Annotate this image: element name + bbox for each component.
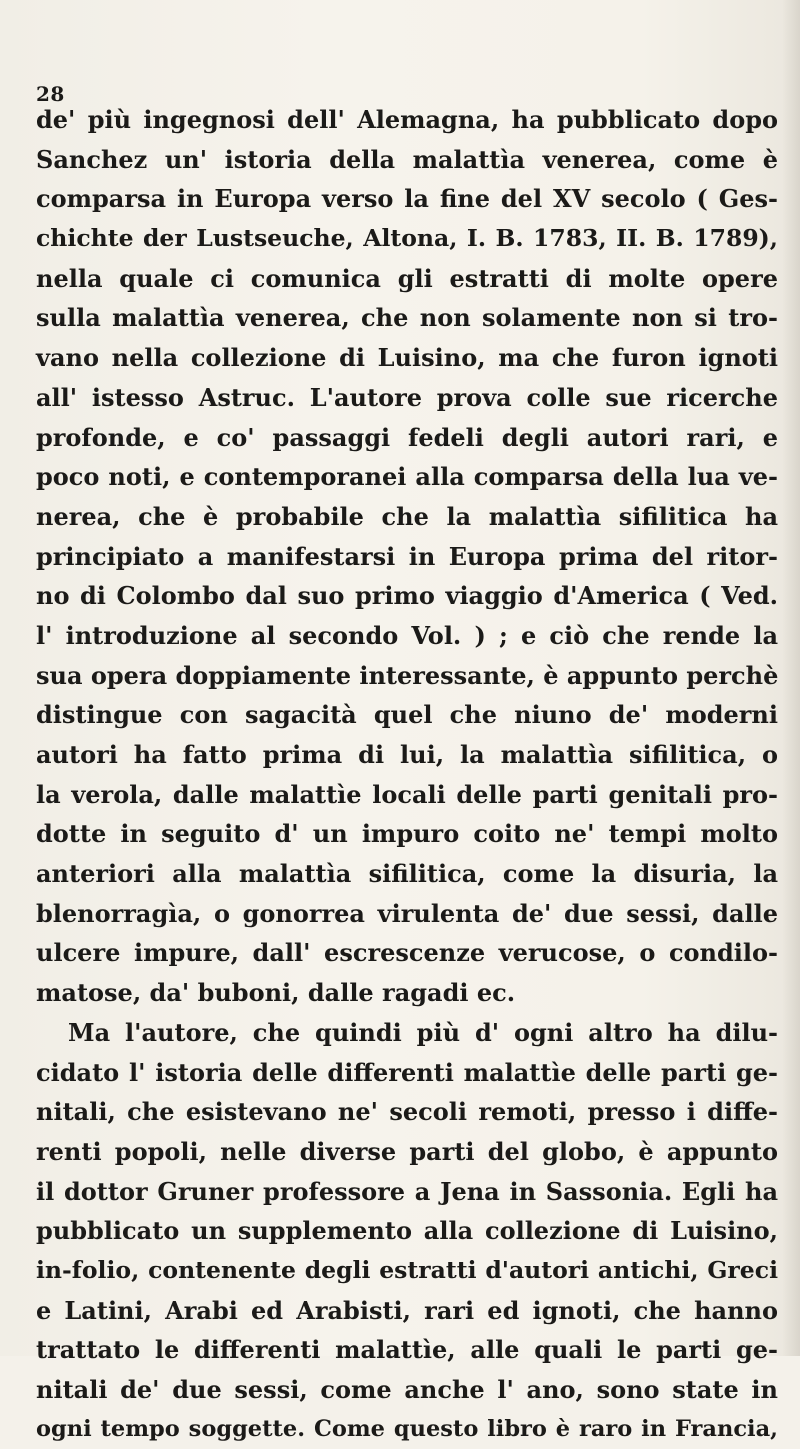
text-line: renti popoli, nelle diverse parti del globo, è appunto — [36, 1136, 778, 1166]
text-line: cidato l' istoria delle differenti malattìe delle parti ge- — [36, 1057, 778, 1087]
text-line: de' più ingegnosi dell' Alemagna, ha pubblicato dopo — [36, 105, 778, 134]
page-edge-shadow — [782, 0, 800, 1356]
text-line: principiato a manifestarsi in Europa prima del ritor- — [36, 541, 778, 571]
body-text — [36, 100, 778, 1449]
text-line: chichte der Lustseuche, Altona, I. B. 1783, II. B. 1789), — [36, 224, 778, 253]
text-line: la verola, dalle malattìe locali delle parti genitali pro- — [36, 779, 778, 809]
text-line: nitali de' due sessi, come anche l' ano, sono state in — [36, 1375, 778, 1404]
text-line: ulcere impure, dall' escrescenze verucose, o condilo- — [36, 938, 778, 968]
text-line: Ma l'autore, che quindi più d' ogni altro ha dilu- — [68, 1017, 778, 1047]
text-line: matose, da' buboni, dalle ragadi ec. — [36, 978, 516, 1008]
text-line: all' istesso Astruc. L'autore prova colle sue ricerche — [36, 382, 778, 412]
text-line: no di Colombo dal suo primo viaggio d'America ( Ved. — [36, 581, 778, 611]
text-line: vano nella collezione di Luisino, ma che furon ignoti — [36, 343, 778, 373]
text-line: anteriori alla malattìa sifilitica, come la disuria, la — [36, 859, 778, 889]
text-line: e Latini, Arabi ed Arabisti, rari ed ignoti, che hanno — [36, 1295, 778, 1325]
text-line: poco noti, e contemporanei alla comparsa della lua ve- — [36, 462, 778, 492]
page-number: 28 — [36, 82, 65, 106]
text-line: sulla malattìa venerea, che non solamente non si tro- — [36, 303, 778, 333]
text-line: pubblicato un supplemento alla collezione di Luisino, — [36, 1216, 778, 1246]
text-line: nitali, che esistevano ne' secoli remoti, presso i diffe- — [36, 1097, 778, 1127]
text-line: in-folio, contenente degli estratti d'autori antichi, Greci — [36, 1255, 778, 1284]
text-line: distingue con sagacità quel che niuno de' moderni — [36, 700, 778, 730]
text-line: autori ha fatto prima di lui, la malattìa sifilitica, o — [36, 740, 778, 769]
text-line: profonde, e co' passaggi fedeli degli autori rari, e — [36, 422, 778, 452]
text-line: sua opera doppiamente interessante, è appunto perchè — [36, 660, 779, 690]
text-line: nella quale ci comunica gli estratti di molte opere — [36, 263, 778, 293]
text-line: nerea, che è probabile che la malattìa sifilitica ha — [36, 501, 778, 531]
text-line: dotte in seguito d' un impuro coito ne' tempi molto — [36, 819, 778, 849]
text-line: ogni tempo soggette. Come questo libro è raro in Francia, — [36, 1415, 778, 1442]
text-line: trattato le differenti malattìe, alle quali le parti ge- — [36, 1335, 778, 1365]
text-line: Sanchez un' istoria della malattìa venerea, come è — [36, 144, 778, 174]
text-line: comparsa in Europa verso la fine del XV secolo ( Ges- — [36, 184, 778, 214]
text-line: l' introduzione al secondo Vol. ) ; e ciò che rende la — [36, 620, 778, 650]
text-line: il dottor Gruner professore a Jena in Sassonia. Egli ha — [36, 1176, 778, 1206]
text-line: blenorragìa, o gonorrea virulenta de' due sessi, dalle — [36, 898, 778, 928]
